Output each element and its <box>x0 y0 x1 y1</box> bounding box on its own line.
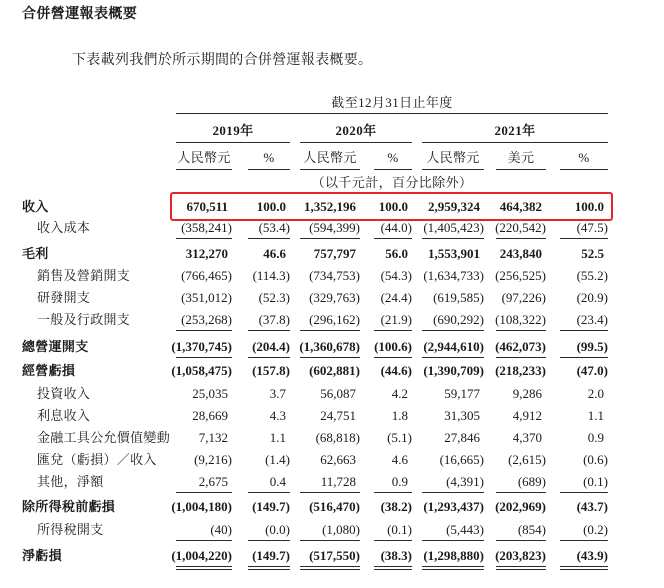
cell-usd-2021: (256,525) <box>495 268 546 283</box>
cell-rmb-2021: 1,553,901 <box>428 246 480 261</box>
row-rule <box>374 492 412 493</box>
cell-rmb-2019: (351,012) <box>181 290 232 305</box>
cell-rmb-2021: 31,305 <box>444 408 480 423</box>
cell-rmb-2021: (16,665) <box>439 452 484 467</box>
row-rule <box>422 357 484 358</box>
cell-pct-2019: 4.3 <box>269 408 286 423</box>
row-rule <box>560 357 608 358</box>
cell-rmb-2020: (594,399) <box>309 220 360 235</box>
row-label: 收入 <box>22 199 49 214</box>
row-rule <box>248 357 290 358</box>
cell-pct-2021: 100.0 <box>574 199 604 214</box>
row-rule <box>300 330 360 331</box>
cell-rmb-2020: 1,352,196 <box>304 199 356 214</box>
cell-rmb-2020: 56,087 <box>320 386 356 401</box>
cell-pct-2019: 46.6 <box>263 246 286 261</box>
row-rule <box>248 540 290 541</box>
row-rule <box>374 330 412 331</box>
row-label: 銷售及營銷開支 <box>37 268 131 283</box>
cell-pct-2020: (54.3) <box>380 268 412 283</box>
cell-pct-2021: (99.5) <box>576 339 608 354</box>
cell-rmb-2019: 312,270 <box>185 246 228 261</box>
row-label: 其他，淨額 <box>37 474 104 489</box>
row-double-rule <box>248 569 290 570</box>
row-rule <box>560 540 608 541</box>
column-header-pct-2019: % <box>263 150 275 165</box>
cell-pct-2019: (1.4) <box>265 452 290 467</box>
cell-rmb-2019: (766,465) <box>181 268 232 283</box>
cell-rmb-2019: (40) <box>210 522 232 537</box>
cell-rmb-2020: (602,881) <box>309 363 360 378</box>
row-label: 淨虧損 <box>22 548 62 563</box>
cell-rmb-2019: (1,004,180) <box>171 499 232 514</box>
cell-usd-2021: (689) <box>517 474 546 489</box>
cell-pct-2020: 100.0 <box>378 199 408 214</box>
cell-usd-2021: (218,233) <box>495 363 546 378</box>
cell-pct-2021: 2.0 <box>587 386 604 401</box>
cell-rmb-2021: (1,405,423) <box>423 220 484 235</box>
cell-pct-2019: 3.7 <box>269 386 286 401</box>
cell-rmb-2020: 24,751 <box>320 408 356 423</box>
page-title: 合併營運報表概要 <box>22 7 138 22</box>
column-header-rmb-2019: 人民幣元 <box>177 150 231 165</box>
column-header-pct-2020: % <box>387 150 399 165</box>
year-header-2021: 2021年 <box>494 123 536 138</box>
cell-rmb-2020: (68,818) <box>315 430 360 445</box>
cell-usd-2021: (108,322) <box>495 312 546 327</box>
year-header-2019: 2019年 <box>212 123 254 138</box>
highlight-box <box>170 192 613 221</box>
row-rule <box>560 238 608 239</box>
row-rule <box>422 238 484 239</box>
row-double-rule <box>560 566 608 567</box>
cell-pct-2021: 52.5 <box>581 246 604 261</box>
cell-usd-2021: (220,542) <box>495 220 546 235</box>
cell-pct-2019: 0.4 <box>269 474 286 489</box>
row-rule <box>248 238 290 239</box>
row-label: 毛利 <box>22 246 49 261</box>
cell-rmb-2021: (4,391) <box>446 474 484 489</box>
cell-pct-2020: (44.0) <box>380 220 412 235</box>
row-label: 一般及行政開支 <box>37 312 131 327</box>
cell-pct-2019: (53.4) <box>258 220 290 235</box>
cell-pct-2019: (114.3) <box>252 268 290 283</box>
row-label: 匯兌（虧損）／收入 <box>37 452 157 467</box>
cell-rmb-2021: (2,944,610) <box>423 339 484 354</box>
cell-rmb-2019: 25,035 <box>192 386 228 401</box>
cell-rmb-2020: (1,360,678) <box>299 339 360 354</box>
cell-rmb-2019: (253,268) <box>181 312 232 327</box>
cell-pct-2019: 100.0 <box>256 199 286 214</box>
row-rule <box>176 357 232 358</box>
cell-usd-2021: (2,615) <box>508 452 546 467</box>
row-rule <box>300 540 360 541</box>
cell-rmb-2021: (5,443) <box>446 522 484 537</box>
cell-pct-2019: (52.3) <box>258 290 290 305</box>
cell-pct-2020: (100.6) <box>374 339 412 354</box>
row-rule <box>176 330 232 331</box>
row-rule <box>248 492 290 493</box>
row-rule <box>374 540 412 541</box>
cell-pct-2020: 4.6 <box>391 452 408 467</box>
cell-pct-2019: (149.7) <box>252 499 290 514</box>
cell-pct-2021: (47.0) <box>576 363 608 378</box>
row-label: 總營運開支 <box>22 339 89 354</box>
row-rule <box>496 238 546 239</box>
row-rule <box>422 492 484 493</box>
cell-pct-2020: 0.9 <box>391 474 408 489</box>
cell-rmb-2021: (1,390,709) <box>423 363 484 378</box>
row-rule <box>300 238 360 239</box>
cell-pct-2021: 1.1 <box>587 408 604 423</box>
year-header-2020: 2020年 <box>335 123 377 138</box>
cell-pct-2019: 1.1 <box>269 430 286 445</box>
cell-rmb-2019: (358,241) <box>181 220 232 235</box>
row-rule <box>374 238 412 239</box>
row-double-rule <box>176 566 232 567</box>
cell-usd-2021: 464,382 <box>499 199 542 214</box>
unit-note: （以千元計，百分比除外） <box>311 175 473 190</box>
cell-rmb-2019: 2,675 <box>198 474 228 489</box>
row-label: 投資收入 <box>37 386 91 401</box>
cell-pct-2020: (38.2) <box>380 499 412 514</box>
cell-pct-2021: (43.9) <box>576 548 608 563</box>
cell-rmb-2019: (9,216) <box>194 452 232 467</box>
row-label: 所得稅開支 <box>37 522 104 537</box>
row-rule <box>300 492 360 493</box>
row-rule <box>496 330 546 331</box>
row-double-rule <box>560 569 608 570</box>
cell-pct-2019: (157.8) <box>252 363 290 378</box>
cell-rmb-2020: 62,663 <box>320 452 356 467</box>
cell-rmb-2020: (516,470) <box>309 499 360 514</box>
cell-rmb-2019: 670,511 <box>186 199 228 214</box>
row-label: 經營虧損 <box>22 363 76 378</box>
column-header-usd-2021: 美元 <box>507 150 535 165</box>
cell-pct-2021: (47.5) <box>576 220 608 235</box>
row-rule <box>176 238 232 239</box>
cell-rmb-2021: (1,298,880) <box>423 548 484 563</box>
row-double-rule <box>422 566 484 567</box>
row-rule <box>422 540 484 541</box>
cell-pct-2021: (0.2) <box>583 522 608 537</box>
cell-pct-2020: (5.1) <box>387 430 412 445</box>
row-rule <box>422 330 484 331</box>
cell-rmb-2021: (1,634,733) <box>423 268 484 283</box>
cell-usd-2021: 9,286 <box>512 386 542 401</box>
cell-usd-2021: (854) <box>517 522 546 537</box>
row-double-rule <box>300 569 360 570</box>
row-label: 收入成本 <box>37 220 91 235</box>
row-label: 研發開支 <box>37 290 91 305</box>
cell-pct-2020: 4.2 <box>391 386 408 401</box>
cell-rmb-2021: (1,293,437) <box>423 499 484 514</box>
cell-pct-2021: (43.7) <box>576 499 608 514</box>
cell-rmb-2019: (1,004,220) <box>171 548 232 563</box>
cell-rmb-2021: 2,959,324 <box>428 199 480 214</box>
row-double-rule <box>374 566 412 567</box>
column-header-rmb-2020: 人民幣元 <box>303 150 357 165</box>
cell-usd-2021: 4,370 <box>512 430 542 445</box>
row-label: 利息收入 <box>37 408 91 423</box>
cell-rmb-2019: (1,370,745) <box>171 339 232 354</box>
cell-pct-2019: (149.7) <box>252 548 290 563</box>
cell-pct-2020: (44.6) <box>380 363 412 378</box>
cell-pct-2020: (24.4) <box>380 290 412 305</box>
row-rule <box>248 330 290 331</box>
row-rule <box>176 492 232 493</box>
cell-usd-2021: (202,969) <box>495 499 546 514</box>
row-label: 金融工具公允價值變動 <box>37 430 171 445</box>
cell-pct-2021: (55.2) <box>576 268 608 283</box>
cell-pct-2019: (37.8) <box>258 312 290 327</box>
row-rule <box>496 492 546 493</box>
cell-rmb-2020: 11,728 <box>320 474 356 489</box>
cell-pct-2021: (23.4) <box>576 312 608 327</box>
row-rule <box>496 540 546 541</box>
row-rule <box>374 357 412 358</box>
cell-usd-2021: 4,912 <box>512 408 542 423</box>
cell-usd-2021: (97,226) <box>501 290 546 305</box>
cell-usd-2021: 243,840 <box>499 246 542 261</box>
cell-pct-2020: 56.0 <box>385 246 408 261</box>
row-double-rule <box>176 569 232 570</box>
column-header-pct-2021: % <box>578 150 590 165</box>
cell-pct-2021: (20.9) <box>576 290 608 305</box>
cell-rmb-2021: 27,846 <box>444 430 480 445</box>
row-double-rule <box>300 566 360 567</box>
row-rule <box>300 357 360 358</box>
row-rule <box>560 492 608 493</box>
row-rule <box>176 540 232 541</box>
cell-pct-2020: (21.9) <box>380 312 412 327</box>
row-label: 除所得稅前虧損 <box>22 499 116 514</box>
row-double-rule <box>496 569 546 570</box>
cell-pct-2019: (204.4) <box>252 339 290 354</box>
cell-rmb-2021: 59,177 <box>444 386 480 401</box>
cell-pct-2021: (0.1) <box>583 474 608 489</box>
cell-rmb-2021: (690,292) <box>433 312 484 327</box>
cell-rmb-2020: (517,550) <box>309 548 360 563</box>
cell-rmb-2019: (1,058,475) <box>171 363 232 378</box>
cell-rmb-2019: 28,669 <box>192 408 228 423</box>
cell-rmb-2020: (296,162) <box>309 312 360 327</box>
cell-pct-2020: (0.1) <box>387 522 412 537</box>
period-header: 截至12月31日止年度 <box>331 95 453 110</box>
intro-text: 下表載列我們於所示期間的合併營運報表概要。 <box>72 53 373 68</box>
cell-rmb-2020: 757,797 <box>313 246 356 261</box>
cell-pct-2021: 0.9 <box>587 430 604 445</box>
row-rule <box>560 330 608 331</box>
cell-rmb-2021: (619,585) <box>433 290 484 305</box>
row-double-rule <box>374 569 412 570</box>
row-double-rule <box>422 569 484 570</box>
cell-usd-2021: (462,073) <box>495 339 546 354</box>
cell-usd-2021: (203,823) <box>495 548 546 563</box>
cell-rmb-2020: (1,080) <box>322 522 360 537</box>
row-rule <box>496 357 546 358</box>
row-double-rule <box>496 566 546 567</box>
cell-rmb-2019: 7,132 <box>198 430 228 445</box>
cell-rmb-2020: (734,753) <box>309 268 360 283</box>
cell-pct-2019: (0.0) <box>265 522 290 537</box>
column-header-rmb-2021: 人民幣元 <box>426 150 480 165</box>
cell-rmb-2020: (329,763) <box>309 290 360 305</box>
cell-pct-2021: (0.6) <box>583 452 608 467</box>
row-double-rule <box>248 566 290 567</box>
cell-pct-2020: (38.3) <box>380 548 412 563</box>
cell-pct-2020: 1.8 <box>391 408 408 423</box>
